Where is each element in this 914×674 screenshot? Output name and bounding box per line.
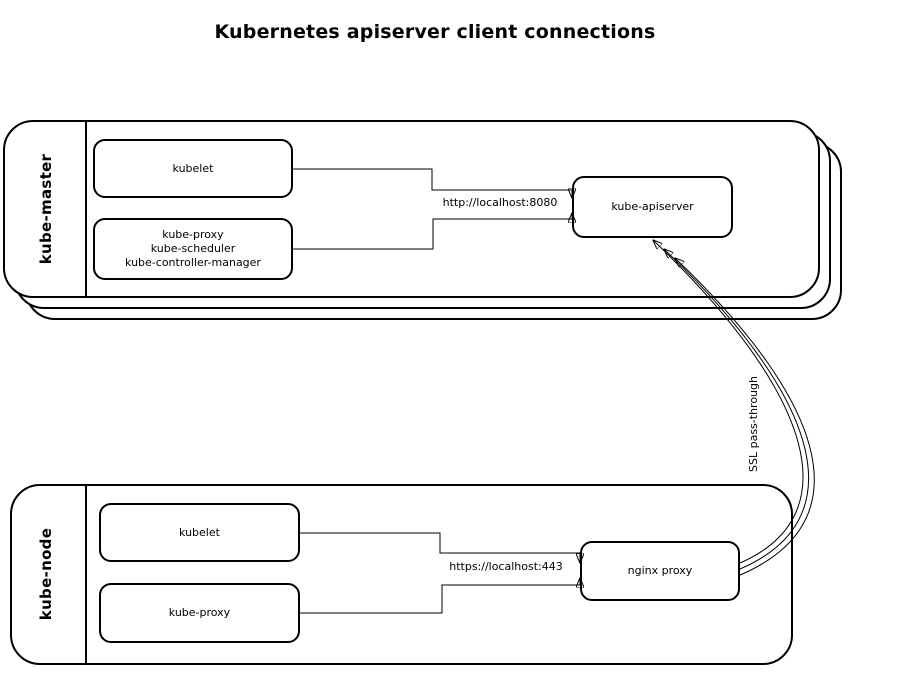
kube-proxy-label: kube-proxy bbox=[162, 228, 224, 241]
kube-apiserver-label: kube-apiserver bbox=[611, 200, 694, 213]
diagram-title: Kubernetes apiserver client connections bbox=[214, 21, 656, 43]
ssl-pass-through-label: SSL pass-through bbox=[747, 376, 760, 472]
kube-proxy-box-node bbox=[99, 583, 300, 643]
kube-master-label: kube-master bbox=[37, 153, 55, 265]
kubelet-box-master bbox=[93, 139, 293, 198]
kube-proxy-box-node-label: kube-proxy bbox=[168, 606, 231, 619]
kube-apiserver-box bbox=[572, 176, 733, 238]
control-plane-components-box bbox=[93, 218, 293, 280]
edge-http-label: http://localhost:8080 bbox=[442, 196, 558, 209]
nginx-proxy-label: nginx proxy bbox=[627, 564, 693, 577]
nginx-proxy-box bbox=[580, 541, 740, 601]
kube-controller-manager-label: kube-controller-manager bbox=[125, 256, 261, 269]
kubelet-box-node-label: kubelet bbox=[179, 525, 220, 539]
kubelet-box-node bbox=[99, 503, 300, 562]
kube-scheduler-label: kube-scheduler bbox=[150, 242, 236, 255]
edge-https-label: https://localhost:443 bbox=[449, 560, 563, 573]
kubelet-box-master-label: kubelet bbox=[172, 161, 214, 175]
kube-node-label-divider bbox=[85, 486, 87, 663]
kube-master-label-divider bbox=[85, 122, 87, 297]
kube-node-label: kube-node bbox=[37, 527, 55, 621]
